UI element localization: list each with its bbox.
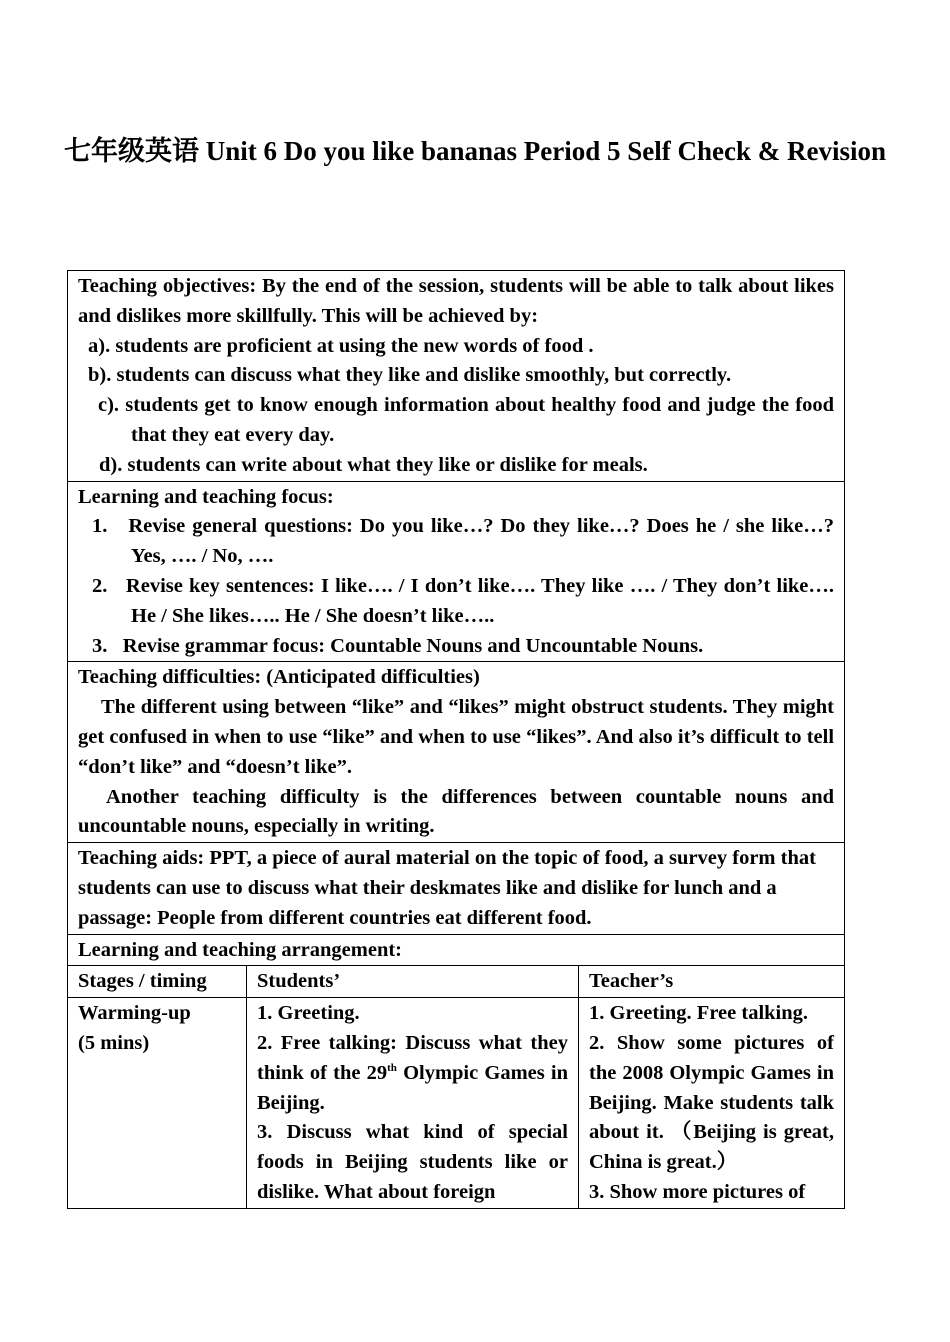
column-header-stages: Stages / timing	[68, 966, 247, 998]
students-cell	[247, 998, 579, 1209]
arrangement-heading-row	[68, 934, 845, 966]
focus-item-text: Revise general questions: Do you like…? Do they like…? Does he / she like…? Yes, …. / No, ….	[128, 515, 835, 568]
objectives-intro: Teaching objectives: By the end of the session, students will be able to talk about likes and dislikes more skillfully. This will be achieved by:	[78, 275, 835, 327]
objective-d: d). students can write about what they like or dislike for meals.	[99, 453, 648, 476]
students-step: 3. Discuss what kind of special foods in Beijing students like or dislike. What about foreign	[257, 1121, 568, 1203]
students-step-text: Olympic Games in Beijing.	[257, 1061, 568, 1114]
stage-name: Warming-up	[78, 1002, 191, 1025]
focus-item-number: 1.	[92, 515, 108, 538]
difficulties-heading: Teaching difficulties: (Anticipated difficulties)	[78, 666, 480, 689]
difficulties-cell	[68, 662, 845, 843]
column-header-row	[68, 966, 845, 998]
students-step	[257, 1029, 568, 1118]
students-step-text: 2. Free talking: Discuss what they think of the 29	[257, 1031, 568, 1084]
lesson-plan-table	[67, 270, 845, 1209]
stage-cell	[68, 998, 247, 1209]
ordinal-suffix: th	[387, 1061, 397, 1074]
teacher-step: 1. Greeting. Free talking.	[589, 1002, 809, 1025]
objective-a: a). students are proficient at using the new words of food .	[88, 334, 594, 357]
teacher-step: 3. Show more pictures of	[589, 1180, 806, 1203]
column-header-teacher: Teacher’s	[579, 966, 845, 998]
column-header-students: Students’	[247, 966, 579, 998]
document-title: 七年级英语 Unit 6 Do you like bananas Period 5 Self Check & Revision	[63, 136, 887, 166]
objective-c: c). students get to know enough information about healthy food and judge the food that they eat every day.	[98, 394, 835, 446]
objectives-cell	[68, 271, 845, 482]
focus-item	[78, 572, 834, 632]
focus-heading: Learning and teaching focus:	[78, 485, 334, 508]
objectives-row	[68, 271, 845, 482]
difficulties-row	[68, 662, 845, 843]
warming-up-row	[68, 998, 845, 1209]
difficulties-paragraph: Another teaching difficulty is the differences between countable nouns and uncountable nouns, especially in writing.	[78, 785, 835, 838]
teacher-cell	[579, 998, 845, 1209]
arrangement-heading: Learning and teaching arrangement:	[68, 934, 845, 966]
difficulties-paragraph: The different using between “like” and “likes” might obstruct students. They might get confused in when to use “like” and when to use “likes”. And also it’s difficult to tell “don’t like” and “doesn’t like”.	[78, 696, 835, 778]
focus-item-number: 3.	[92, 634, 108, 657]
focus-item	[78, 512, 834, 572]
focus-row	[68, 481, 845, 662]
focus-cell	[68, 481, 845, 662]
focus-item-text: Revise grammar focus: Countable Nouns and Uncountable Nouns.	[122, 634, 704, 657]
stage-timing: (5 mins)	[78, 1031, 150, 1054]
objective-b: b). students can discuss what they like and dislike smoothly, but correctly.	[88, 364, 732, 387]
focus-item-number: 2.	[92, 574, 108, 597]
teacher-step: 2. Show some pictures of the 2008 Olympic Games in Beijing. Make students talk about it. （Beijing is great, China is great.）	[589, 1031, 835, 1174]
aids-row	[68, 843, 845, 934]
focus-item-text: Revise key sentences: I like…. / I don’t like…. They like …. / They don’t like…. He / She likes….. He / She doesn’t like…..	[125, 574, 835, 627]
focus-item	[78, 632, 834, 662]
students-step: 1. Greeting.	[257, 1002, 360, 1025]
aids-cell: Teaching aids: PPT, a piece of aural material on the topic of food, a survey form that students can use to discuss what their deskmates like and dislike for lunch and a passage: People from different countries eat different food.	[68, 843, 845, 934]
